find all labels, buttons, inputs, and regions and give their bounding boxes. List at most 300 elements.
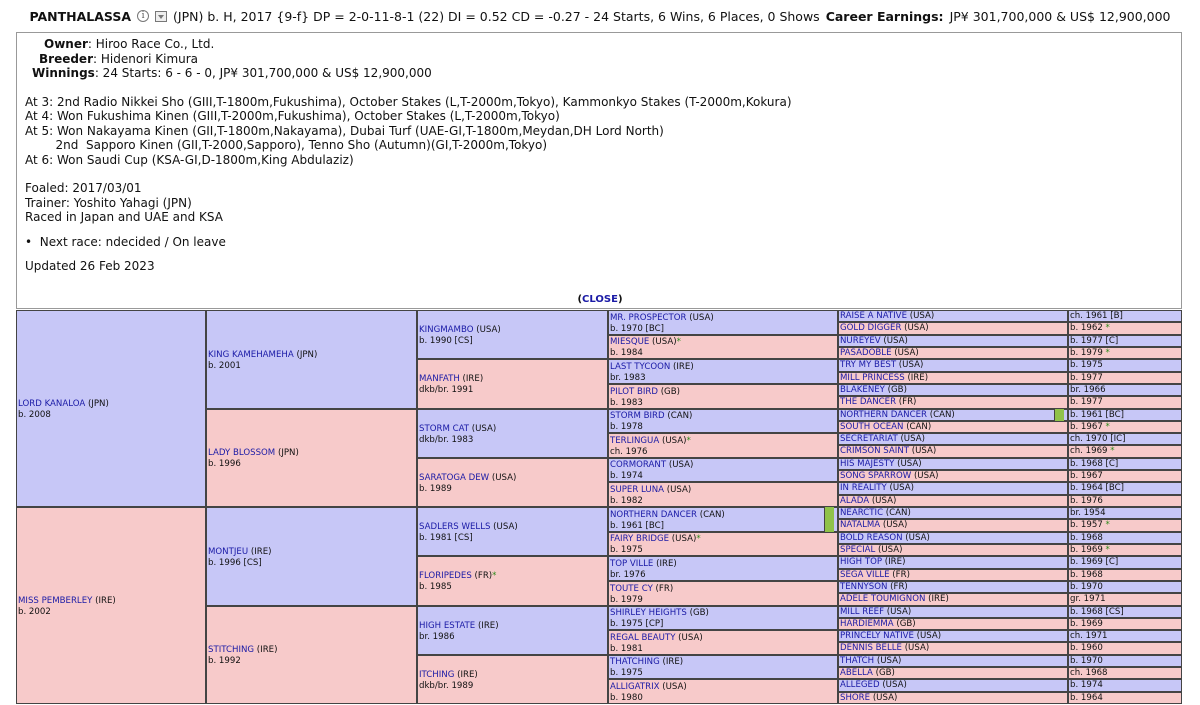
ancestor-link[interactable]: SEGA VILLE: [840, 570, 890, 580]
ancestor-link[interactable]: THATCHING: [610, 657, 660, 667]
ancestor-year: b. 1974: [1070, 680, 1103, 690]
country-code: (USA): [686, 312, 714, 323]
ancestor-link[interactable]: MONTJEU: [208, 546, 249, 557]
country-code: (IRE): [92, 595, 116, 606]
country-code: (USA): [879, 680, 907, 690]
pedigree-cell-g4: [608, 655, 838, 679]
ancestor-details: [1068, 335, 1182, 347]
country-code: (USA): [666, 460, 694, 470]
horse-header: [0, 0, 1200, 32]
record-line: At 4: Won Fukushima Kinen (GIII,T-2000m,Fukushima), October Stakes (L,T-2000m,Tokyo): [25, 109, 560, 123]
pedigree-cell-g4: [608, 433, 838, 458]
country-code: (USA): [901, 643, 930, 653]
pedigree-cell-g3: [417, 655, 608, 704]
ancestor-year: b. 1976: [1070, 496, 1103, 506]
pedigree-cell-g2: [206, 507, 417, 606]
country-code: (USA): [659, 681, 687, 692]
ancestor-year: b. 1970: [1070, 656, 1103, 666]
ancestor-link[interactable]: PASADOBLE: [840, 348, 892, 358]
pedigree-cell-g5: [838, 679, 1068, 692]
ancestor-link[interactable]: MISS PEMBERLEY: [18, 595, 93, 606]
ancestor-details: [1068, 507, 1182, 519]
pedigree-cell-g3: [417, 409, 608, 458]
ancestor-link[interactable]: GOLD DIGGER: [840, 323, 902, 333]
horse-name: PANTHALASSA: [29, 8, 132, 24]
ancestor-link[interactable]: HIGH TOP: [840, 557, 883, 567]
breeder-label: Breeder: [39, 51, 93, 66]
ancestor-link[interactable]: PRINCELY NATIVE: [840, 631, 914, 641]
ancestor-details: b. 1992: [208, 656, 241, 666]
ancestor-link[interactable]: HARDIEMMA: [840, 619, 894, 629]
pedigree-cell-g2: [206, 409, 417, 507]
ancestor-details: b. 1980: [610, 692, 643, 703]
country-code: (JPN): [293, 349, 318, 360]
pedigree-cell-g5: [838, 692, 1068, 704]
pedigree-cell-g5: [838, 581, 1068, 593]
star-mark: *: [492, 571, 497, 581]
ancestor-details: [1068, 519, 1182, 532]
star-mark: *: [1105, 422, 1110, 432]
ancestor-details: dkb/br. 1989: [419, 680, 474, 691]
ancestor-details: dkb/br. 1991: [419, 385, 474, 395]
ancestor-details: [1068, 606, 1182, 618]
ancestor-details: [1068, 322, 1182, 335]
ancestor-details: br. 1986: [419, 631, 455, 642]
pedigree-cell-g5: [838, 310, 1068, 322]
pedigree-cell-g5: [838, 396, 1068, 409]
country-code: (USA): [473, 324, 501, 335]
ancestor-link[interactable]: SADLERS WELLS: [419, 521, 491, 532]
ancestor-details: b. 1990 [CS]: [419, 335, 473, 346]
ancestor-details: [1068, 359, 1182, 372]
ancestor-link[interactable]: ALLEGED: [840, 680, 880, 690]
pedigree-cell-g4: [608, 359, 838, 384]
ancestor-link[interactable]: MILL REEF: [840, 607, 885, 617]
ancestor-details: [1068, 618, 1182, 630]
ancestor-link[interactable]: ABELLA: [840, 668, 873, 678]
ancestor-link[interactable]: SUPER LUNA: [610, 484, 665, 495]
ancestor-link[interactable]: NEARCTIC: [840, 508, 884, 518]
country-code: (USA): [880, 520, 908, 530]
ancestor-details: b. 1978: [610, 422, 643, 432]
pedigree-cell-g5: [838, 642, 1068, 655]
pedigree-cell-g5: [838, 655, 1068, 667]
ancestor-link[interactable]: NUREYEV: [840, 336, 881, 346]
ancestor-link[interactable]: NORTHERN DANCER: [610, 509, 697, 520]
pedigree-cell-g5: [838, 482, 1068, 495]
ancestor-year: ch. 1968: [1070, 668, 1108, 678]
ancestor-link[interactable]: SARATOGA DEW: [419, 472, 490, 483]
pedigree-cell-g4: [608, 532, 838, 556]
ancestor-details: [1068, 593, 1182, 606]
pedigree-cell-g2: [206, 310, 417, 409]
ancestor-details: [1068, 692, 1182, 704]
ancestor-year: br. 1954: [1070, 508, 1106, 518]
country-code: (IRE): [459, 374, 484, 384]
country-code: (USA): [884, 607, 912, 617]
updated-date: Updated 26 Feb 2023: [25, 259, 155, 273]
pedigree-cell-g5: [838, 372, 1068, 384]
ancestor-link[interactable]: TOUTE CY: [610, 583, 653, 594]
ancestor-link[interactable]: SHIRLEY HEIGHTS: [610, 608, 687, 618]
country-code: (USA): [907, 311, 935, 321]
ancestor-link[interactable]: THE DANCER: [840, 397, 897, 407]
ancestor-link[interactable]: NATALMA: [840, 520, 881, 530]
pedigree-cell-g4: [608, 384, 838, 409]
ancestor-details: b. 1974: [610, 471, 643, 481]
country-code: (IRE): [904, 373, 929, 383]
record-line: At 5: Won Nakayama Kinen (GII,T-1800m,Nakayama), Dubai Turf (UAE-GI,T-1800m,Meydan,DH Lord North): [25, 123, 664, 138]
country-code: (IRE): [925, 594, 949, 604]
ancestor-link[interactable]: NORTHERN DANCER: [840, 410, 927, 420]
ancestor-year: b. 1979: [1070, 348, 1106, 358]
ancestor-details: [1068, 372, 1182, 384]
pedigree-cell-g5: [838, 384, 1068, 396]
pedigree-cell-g5: [838, 593, 1068, 606]
pedigree-cell-g4: [608, 556, 838, 581]
inbreeding-marker: [1054, 409, 1064, 421]
ancestor-year: b. 1975: [1070, 360, 1103, 370]
country-code: (IRE): [653, 558, 677, 569]
ancestor-year: b. 1960: [1070, 643, 1103, 653]
ancestor-year: b. 1969: [1070, 619, 1103, 629]
ancestor-link[interactable]: RAISE A NATIVE: [840, 311, 907, 321]
ancestor-details: [1068, 679, 1182, 692]
pedigree-cell-g5: [838, 667, 1068, 679]
ancestor-link[interactable]: LORD KANALOA: [18, 398, 86, 409]
ancestor-details: [1068, 667, 1182, 679]
horse-info-panel: [16, 32, 1182, 309]
video-icon[interactable]: [155, 11, 167, 22]
star-mark: *: [696, 534, 701, 544]
ancestor-details: b. 2008: [18, 409, 51, 420]
pedigree-table: [16, 310, 1182, 704]
ancestor-details: b. 1975: [610, 668, 643, 678]
ancestor-details: b. 2002: [18, 606, 51, 617]
next-race-text: Next race: ndecided / On leave: [39, 234, 226, 249]
next-race: • Next race: ndecided / On leave: [25, 234, 226, 249]
winnings-label: Winnings: [32, 66, 95, 80]
record-line: 2nd Sapporo Kinen (GII,T-2000,Sapporo), Tenno Sho (Autumn)(GI,T-2000m,Tokyo): [25, 138, 548, 152]
ancestor-link[interactable]: THATCH: [840, 656, 875, 666]
ancestor-year: b. 1969: [1070, 545, 1106, 555]
ancestor-details: b. 1961 [BC]: [610, 520, 664, 531]
country-code: (USA): [911, 471, 939, 481]
country-code: (USA): [869, 496, 897, 506]
ancestor-link[interactable]: CRIMSON SAINT: [840, 446, 910, 456]
country-code: (USA): [891, 348, 919, 358]
ancestor-link[interactable]: TOP VILLE: [610, 558, 654, 569]
country-code: (USA): [664, 484, 692, 495]
country-code: (GB): [884, 385, 907, 395]
pedigree-cell-g4: [608, 581, 838, 606]
pedigree-cell-g5: [838, 618, 1068, 630]
foaled-date: Foaled: 2017/03/01: [25, 181, 142, 195]
ancestor-link[interactable]: KING KAMEHAMEHA: [208, 349, 294, 360]
close-link[interactable]: (CLOSE): [577, 294, 623, 305]
ancestor-details: [1068, 347, 1182, 359]
earnings-label: Career Earnings:: [825, 8, 944, 24]
ancestor-details: b. 1985: [419, 582, 452, 592]
country-code: (IRE): [475, 620, 499, 631]
country-code: (GB): [893, 619, 916, 629]
ancestor-link[interactable]: SONG SPARROW: [840, 471, 912, 481]
country-code: (USA): [659, 435, 687, 446]
ancestor-details: br. 1976: [610, 569, 646, 580]
ancestor-link[interactable]: SECRETARIAT: [840, 434, 898, 444]
ancestor-link[interactable]: HIS MAJESTY: [840, 459, 895, 469]
close-button[interactable]: CLOSE: [582, 294, 618, 305]
ancestor-details: b. 1975: [610, 545, 643, 555]
country-code: (USA): [896, 360, 924, 370]
ancestor-details: dkb/br. 1983: [419, 434, 474, 445]
star-mark: *: [1105, 545, 1110, 555]
country-code: (JPN): [85, 398, 109, 409]
country-code: (FR): [887, 582, 908, 592]
pedigree-cell-g5: [838, 495, 1068, 507]
ancestor-link[interactable]: PILOT BIRD: [610, 386, 658, 397]
pedigree-cell-g5: [838, 347, 1068, 359]
ancestor-details: b. 1975 [CP]: [610, 619, 664, 629]
ancestor-year: b. 1977: [1070, 373, 1103, 383]
ancestor-year: ch. 1969: [1070, 446, 1111, 456]
star-mark: *: [686, 435, 691, 446]
pedigree-cell-g5: [838, 445, 1068, 458]
ancestor-year: b. 1970: [1070, 582, 1103, 592]
ancestor-year: b. 1968: [1070, 533, 1103, 543]
ancestor-year: ch. 1970 [IC]: [1070, 434, 1126, 444]
ancestor-details: br. 1983: [610, 372, 646, 383]
ancestor-details: b. 1979: [610, 594, 643, 605]
country-code: (USA): [649, 337, 677, 347]
pedigree-cell-g5: [838, 322, 1068, 335]
ancestor-details: [1068, 556, 1182, 569]
ancestor-link[interactable]: TERLINGUA: [610, 435, 660, 446]
pedigree-cell-g3: [417, 556, 608, 606]
ancestor-year: b. 1957: [1070, 520, 1106, 530]
pedigree-cell-g5: [838, 507, 1068, 519]
pedigree-cell-g5: [838, 359, 1068, 372]
ancestor-year: b. 1967: [1070, 471, 1103, 481]
pedigree-cell-g3: [417, 359, 608, 409]
trainer: Trainer: Yoshito Yahagi (JPN): [25, 195, 192, 210]
pedigree-cell-g4: [608, 310, 838, 335]
ancestor-year: b. 1969 [C]: [1070, 557, 1119, 567]
ancestor-year: b. 1967: [1070, 422, 1106, 432]
owner-value: : Hiroo Race Co., Ltd.: [87, 37, 215, 51]
ancestor-link[interactable]: MR. PROSPECTOR: [610, 312, 687, 323]
pedigree-cell-g5: [838, 544, 1068, 556]
ancestor-details: [1068, 433, 1182, 445]
ancestor-details: [1068, 409, 1182, 421]
ancestor-details: [1068, 396, 1182, 409]
ancestor-link[interactable]: FAIRY BRIDGE: [610, 534, 670, 544]
country-code: (USA): [875, 545, 903, 555]
star-mark: *: [1105, 520, 1110, 530]
pedigree-cell-g5: [838, 433, 1068, 445]
info-icon[interactable]: i: [137, 10, 149, 22]
ancestor-link[interactable]: ITCHING: [419, 669, 455, 680]
country-code: (FR): [889, 570, 910, 580]
ancestor-link[interactable]: MILL PRINCESS: [840, 373, 905, 383]
ancestor-details: [1068, 384, 1182, 396]
ancestor-link[interactable]: HIGH ESTATE: [419, 620, 476, 631]
country-code: (USA): [902, 533, 930, 543]
pedigree-cell-g1: [16, 310, 206, 507]
country-code: (USA): [909, 446, 937, 456]
country-code: (USA): [901, 323, 929, 333]
ancestor-link[interactable]: MIESQUE: [610, 337, 650, 347]
ancestor-link[interactable]: CORMORANT: [610, 460, 667, 470]
ancestor-year: b. 1968 [CS]: [1070, 607, 1124, 617]
ancestor-link[interactable]: ALLIGATRIX: [610, 681, 660, 692]
pedigree-cell-g4: [608, 458, 838, 482]
ancestor-details: b. 1983: [610, 397, 643, 408]
country-code: (GB): [657, 386, 680, 397]
star-mark: *: [1110, 446, 1115, 456]
country-code: (CAN): [903, 422, 932, 432]
country-code: (USA): [913, 631, 942, 641]
country-code: (CAN): [697, 509, 725, 520]
pedigree-cell-g5: [838, 606, 1068, 618]
ancestor-year: gr. 1971: [1070, 594, 1106, 604]
country-code: (FR): [652, 583, 674, 594]
ancestor-link[interactable]: REGAL BEAUTY: [610, 632, 676, 643]
ancestor-link[interactable]: SOUTH OCEAN: [840, 422, 904, 432]
ancestor-details: [1068, 544, 1182, 556]
star-mark: *: [1105, 348, 1110, 358]
record-line: At 3: 2nd Radio Nikkei Sho (GIII,T-1800m,Fukushima), October Stakes (L,T-2000m,Tokyo), Kammonkyo Stakes (T-2000m,Kokura): [25, 94, 792, 109]
ancestor-link[interactable]: BLAKENEY: [840, 385, 885, 395]
pedigree-cell-g5: [838, 470, 1068, 482]
pedigree-cell-g5: [838, 335, 1068, 347]
ancestor-details: [1068, 630, 1182, 642]
pedigree-cell-g5: [838, 421, 1068, 433]
ancestor-link[interactable]: STITCHING: [208, 645, 255, 655]
ancestor-link[interactable]: IN REALITY: [840, 483, 887, 493]
country-code: (IRE): [254, 645, 278, 655]
ancestor-details: b. 1981 [CS]: [419, 532, 473, 543]
ancestor-link[interactable]: STORM CAT: [419, 423, 470, 434]
pedigree-cell-g2: [206, 606, 417, 704]
country-code: (USA): [894, 459, 922, 469]
horse-summary: (JPN) b. H, 2017 {9-f} DP = 2-0-11-8-1 (22) DI = 0.52 CD = -0.27 - 24 Starts, 6 Wins, 6 Places, 0 Shows: [173, 8, 820, 24]
pedigree-cell-g5: [838, 519, 1068, 532]
earnings-value: JP¥ 301,700,000 & US$ 12,900,000: [949, 8, 1171, 24]
record-line: At 6: Won Saudi Cup (KSA-GI,D-1800m,King Abdulaziz): [25, 152, 354, 167]
pedigree-cell-g3: [417, 606, 608, 655]
pedigree-cell-g5: [838, 532, 1068, 544]
ancestor-link[interactable]: ALADA: [840, 496, 870, 506]
country-code: (USA): [669, 534, 697, 544]
pedigree-cell-g4: [608, 606, 838, 630]
ancestor-details: b. 1996 [CS]: [208, 557, 262, 568]
ancestor-details: [1068, 421, 1182, 433]
ancestor-link[interactable]: SHORE: [840, 693, 871, 703]
ancestor-year: b. 1977 [C]: [1070, 336, 1119, 346]
breeder-value: : Hidenori Kimura: [93, 51, 199, 66]
country-code: (CAN): [927, 410, 955, 420]
pedigree-cell-g4: [608, 482, 838, 507]
country-code: (USA): [870, 693, 898, 703]
pedigree-cell-g4: [608, 507, 838, 532]
country-code: (CAN): [883, 508, 911, 518]
ancestor-details: [1068, 470, 1182, 482]
ancestor-details: b. 1996: [208, 459, 241, 469]
star-mark: *: [676, 337, 681, 347]
pedigree-cell-g5: [838, 569, 1068, 581]
pedigree-cell-g5: [838, 630, 1068, 642]
pedigree-cell-g4: [608, 409, 838, 433]
pedigree-cell-g5: [838, 556, 1068, 569]
ancestor-link[interactable]: ADELE TOUMIGNON: [840, 594, 926, 604]
ancestor-details: [1068, 310, 1182, 322]
country-code: (GB): [686, 608, 709, 618]
ancestor-link[interactable]: TRY MY BEST: [840, 360, 897, 370]
country-code: (IRE): [659, 657, 684, 667]
ancestor-link[interactable]: MANFATH: [419, 374, 460, 384]
ancestor-details: [1068, 581, 1182, 593]
ancestor-year: b. 1964: [1070, 693, 1103, 703]
pedigree-cell-g1: [16, 507, 206, 704]
ancestor-details: b. 1970 [BC]: [610, 323, 664, 334]
ancestor-link[interactable]: KINGMAMBO: [419, 324, 474, 335]
pedigree-cell-g3: [417, 507, 608, 556]
ancestor-year: ch. 1961 [B]: [1070, 311, 1123, 321]
ancestor-link[interactable]: DENNIS BELLE: [840, 643, 902, 653]
ancestor-details: [1068, 642, 1182, 655]
country-code: (USA): [880, 336, 908, 346]
ancestor-link[interactable]: TENNYSON: [840, 582, 888, 592]
country-code: (USA): [897, 434, 925, 444]
ancestor-link[interactable]: LADY BLOSSOM: [208, 448, 276, 458]
ancestor-year: b. 1962: [1070, 323, 1106, 333]
ancestor-year: b. 1964 [BC]: [1070, 483, 1124, 493]
ancestor-link[interactable]: LAST TYCOON: [610, 361, 671, 372]
ancestor-link[interactable]: BOLD REASON: [840, 533, 903, 543]
ancestor-year: ch. 1971: [1070, 631, 1108, 641]
ancestor-year: b. 1977: [1070, 397, 1103, 407]
ancestor-details: [1068, 532, 1182, 544]
country-code: (USA): [874, 656, 902, 666]
ancestor-details: [1068, 458, 1182, 470]
pedigree-cell-g4: [608, 630, 838, 655]
winnings-value: : 24 Starts: 6 - 6 - 0, JP¥ 301,700,000 & US$ 12,900,000: [94, 66, 432, 80]
pedigree-cell-g5: [838, 458, 1068, 470]
ancestor-details: b. 1984: [610, 348, 643, 358]
owner-label: Owner: [44, 37, 88, 51]
ancestor-link[interactable]: STORM BIRD: [610, 411, 665, 421]
raced-in: Raced in Japan and UAE and KSA: [25, 210, 223, 224]
star-mark: *: [1105, 323, 1110, 333]
ancestor-details: b. 1981: [610, 643, 643, 654]
ancestor-year: b. 1961 [BC]: [1070, 410, 1124, 420]
ancestor-link[interactable]: FLORIPEDES: [419, 571, 472, 581]
ancestor-details: [1068, 569, 1182, 581]
country-code: (IRE): [248, 546, 272, 557]
country-code: (IRE): [670, 361, 694, 372]
inbreeding-marker: [824, 507, 834, 532]
pedigree-cell-g3: [417, 310, 608, 359]
ancestor-details: b. 1989: [419, 483, 452, 494]
country-code: (USA): [490, 521, 518, 532]
ancestor-details: ch. 1976: [610, 446, 648, 457]
ancestor-year: b. 1968: [1070, 570, 1103, 580]
country-code: (GB): [872, 668, 895, 678]
ancestor-details: [1068, 482, 1182, 495]
ancestor-link[interactable]: SPECIAL: [840, 545, 876, 555]
country-code: (IRE): [454, 669, 478, 680]
